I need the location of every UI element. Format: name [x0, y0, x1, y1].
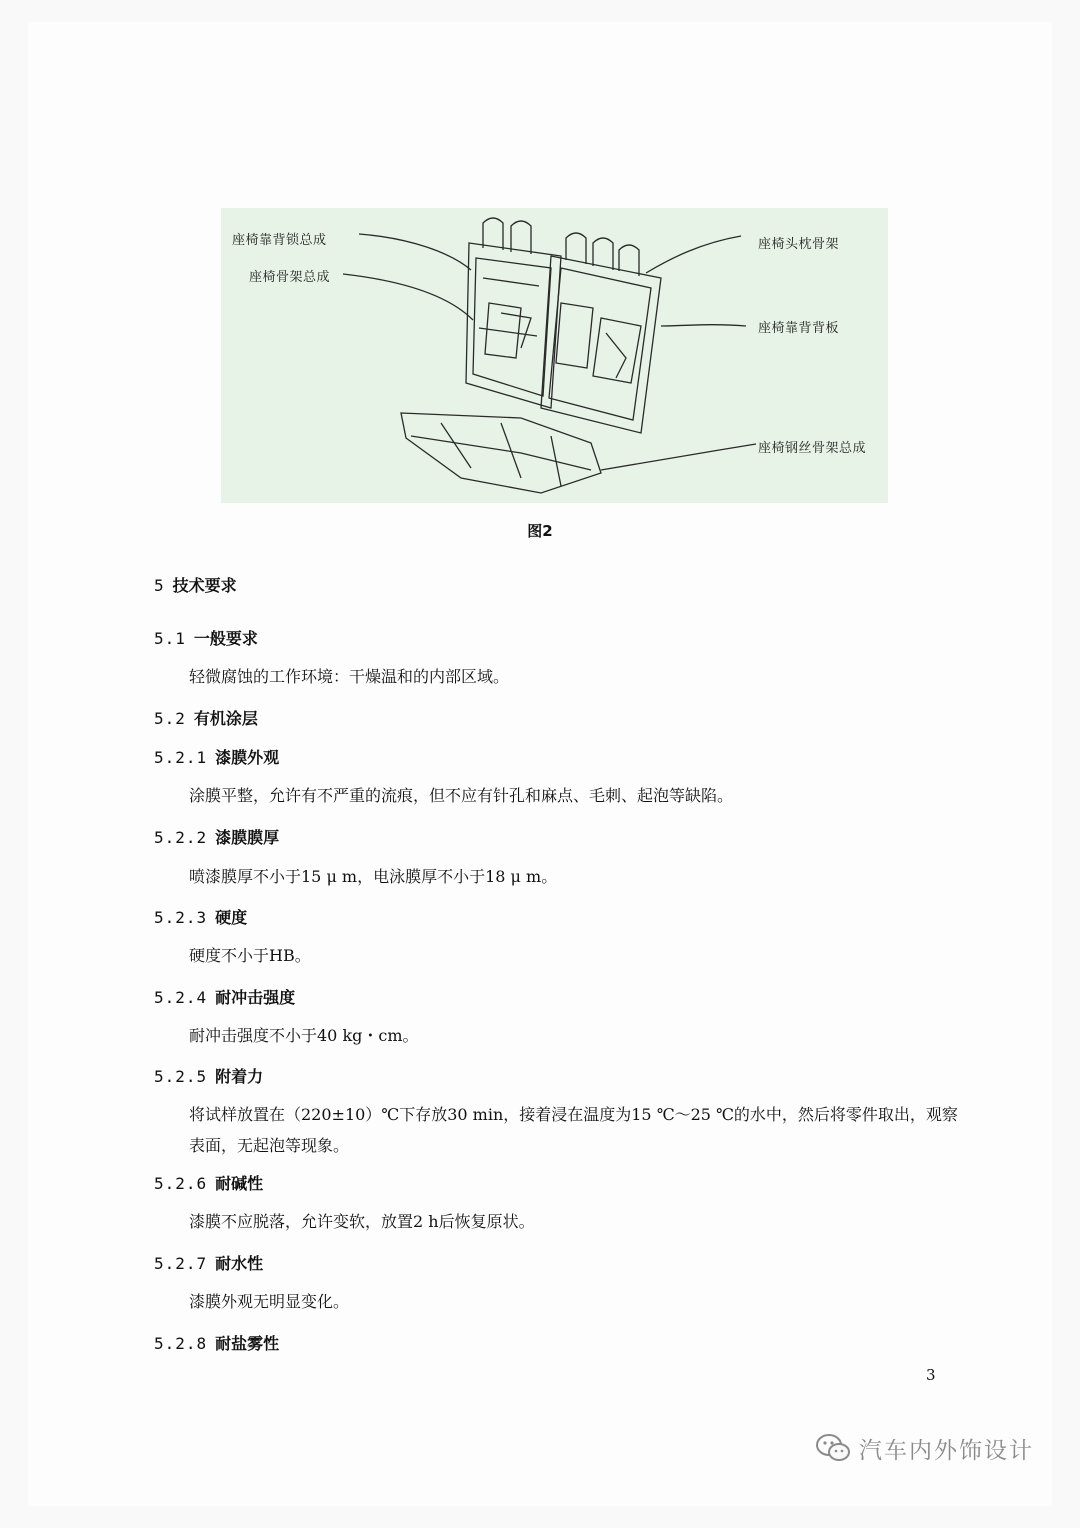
- section-heading: 5.2 有机涂层: [154, 709, 258, 728]
- section-text: 将试样放置在（220±10）℃下存放30 min，接着浸在温度为15 ℃～25 ℃的水中，然后将零件取出，观察表面，无起泡等现象。: [189, 1105, 958, 1155]
- wechat-icon: [815, 1433, 851, 1463]
- section-heading: 5.2.8 耐盐雾性: [154, 1334, 280, 1353]
- section-heading: 5.2.6 耐碱性: [154, 1174, 264, 1193]
- section-text: 硬度不小于HB。: [189, 946, 311, 965]
- seat-frame-figure: [221, 208, 888, 503]
- callout-headrest-frame: 座椅头枕骨架: [758, 237, 840, 252]
- section-text: 漆膜不应脱落，允许变软，放置2 h后恢复原状。: [189, 1212, 535, 1231]
- section-heading: 5.2.1 漆膜外观: [154, 748, 280, 767]
- figure-caption: 图2: [527, 522, 553, 540]
- section-text: 轻微腐蚀的工作环境：干燥温和的内部区域。: [189, 667, 510, 686]
- section-text: 耐冲击强度不小于40 kg・cm。: [189, 1026, 419, 1045]
- page-number: 3: [926, 1366, 936, 1384]
- section-heading: 5.2.4 耐冲击强度: [154, 988, 296, 1007]
- seat-frame-drawing: [221, 208, 888, 503]
- callout-seatback-lock: 座椅靠背锁总成: [232, 233, 327, 248]
- watermark-text: 汽车内外饰设计: [859, 1437, 1034, 1464]
- section-text: 漆膜外观无明显变化。: [189, 1292, 350, 1311]
- section-heading: 5.2.7 耐水性: [154, 1254, 264, 1273]
- section-heading: 5.2.3 硬度: [154, 908, 248, 927]
- callout-seatback-panel: 座椅靠背背板: [758, 321, 840, 336]
- section-heading: 5 技术要求: [154, 576, 237, 595]
- callout-seat-frame: 座椅骨架总成: [249, 270, 331, 285]
- callout-wire-frame: 座椅钢丝骨架总成: [758, 441, 867, 456]
- section-text: 喷漆膜厚不小于15 μ m，电泳膜厚不小于18 μ m。: [189, 867, 558, 886]
- section-heading: 5.1 一般要求: [154, 629, 258, 648]
- section-heading: 5.2.2 漆膜膜厚: [154, 828, 280, 847]
- watermark: [815, 1428, 1034, 1468]
- section-text: 涂膜平整，允许有不严重的流痕，但不应有针孔和麻点、毛刺、起泡等缺陷。: [189, 786, 734, 805]
- section-heading: 5.2.5 附着力: [154, 1067, 264, 1086]
